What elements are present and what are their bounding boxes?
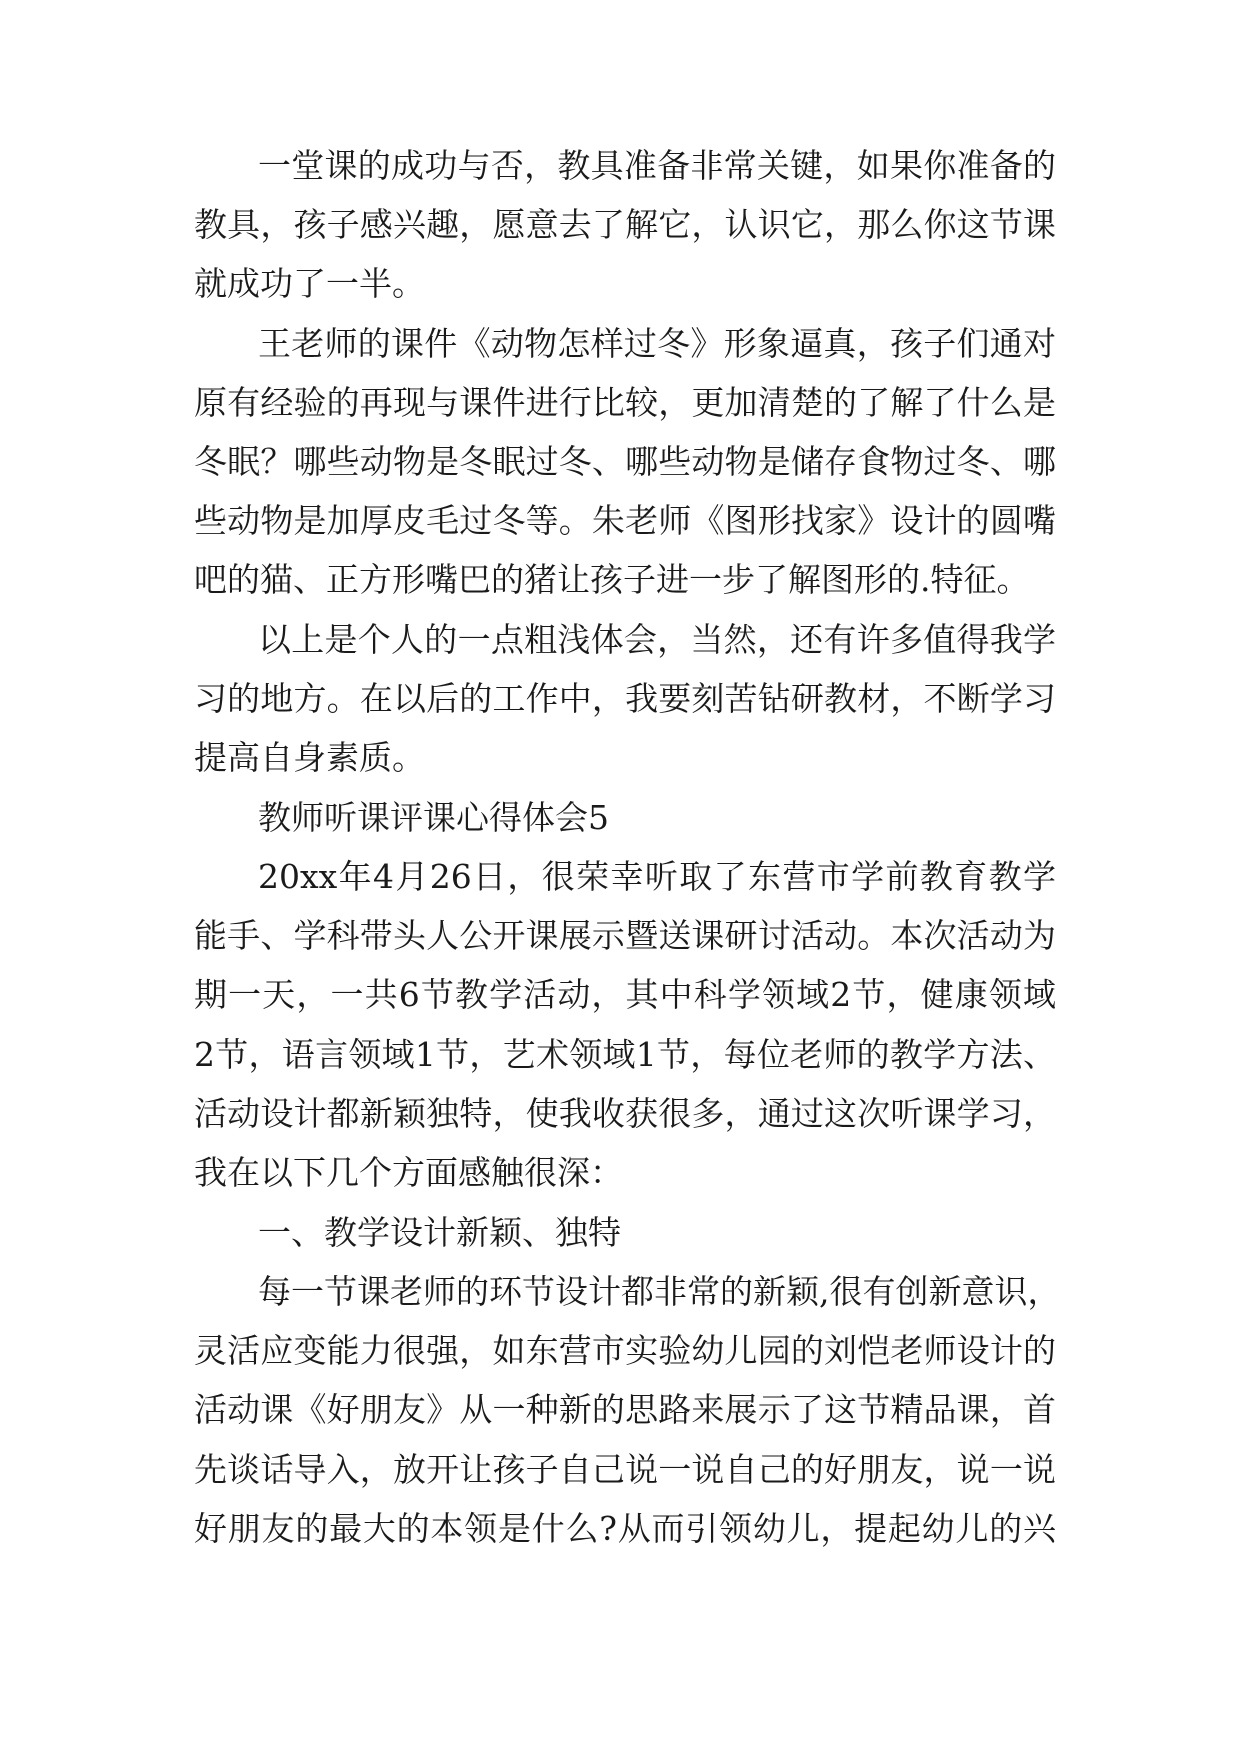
paragraph-1-line-1: 一堂课的成功与否，教具准备非常关键，如果你准备的 — [258, 146, 1056, 185]
paragraph-2-line-5: 吧的猫、正方形嘴巴的猪让孩子进一步了解图形的.特征。 — [194, 560, 1030, 599]
paragraph-5-line-4: 2节，语言领域1节，艺术领域1节，每位老师的教学方法、 — [194, 1035, 1056, 1074]
paragraph-2-line-2: 原有经验的再现与课件进行比较，更加清楚的了解了什么是 — [194, 383, 1056, 422]
paragraph-5-line-5: 活动设计都新颖独特，使我收获很多，通过这次听课学习， — [194, 1094, 1056, 1133]
paragraph-5-line-6: 我在以下几个方面感触很深： — [194, 1153, 623, 1192]
paragraph-7-line-1: 每一节课老师的环节设计都非常的新颖,很有创新意识， — [258, 1272, 1061, 1311]
paragraph-1-line-3: 就成功了一半。 — [194, 264, 425, 303]
paragraph-2-line-4: 些动物是加厚皮毛过冬等。朱老师《图形找家》设计的圆嘴 — [194, 501, 1056, 540]
paragraph-5-line-3: 期一天，一共6节教学活动，其中科学领域2节，健康领域 — [194, 975, 1056, 1014]
subsection-heading: 一、教学设计新颖、独特 — [258, 1213, 621, 1252]
paragraph-3-line-3: 提高自身素质。 — [194, 738, 425, 777]
paragraph-5-line-1: 20xx年4月26日，很荣幸听取了东营市学前教育教学 — [258, 857, 1056, 896]
paragraph-5-line-2: 能手、学科带头人公开课展示暨送课研讨活动。本次活动为 — [194, 916, 1056, 955]
paragraph-2-line-3: 冬眠？哪些动物是冬眠过冬、哪些动物是储存食物过冬、哪 — [194, 442, 1056, 481]
paragraph-2-line-1: 王老师的课件《动物怎样过冬》形象逼真，孩子们通对 — [258, 324, 1056, 363]
paragraph-7-line-2: 灵活应变能力很强，如东营市实验幼儿园的刘恺老师设计的 — [194, 1331, 1056, 1370]
section-heading: 教师听课评课心得体会5 — [258, 798, 609, 837]
paragraph-1-line-2: 教具，孩子感兴趣，愿意去了解它，认识它，那么你这节课 — [194, 205, 1056, 244]
paragraph-7-line-5: 好朋友的最大的本领是什么?从而引领幼儿，提起幼儿的兴 — [194, 1509, 1056, 1548]
paragraph-3-line-2: 习的地方。在以后的工作中，我要刻苦钻研教材，不断学习 — [194, 679, 1056, 718]
paragraph-7-line-3: 活动课《好朋友》从一种新的思路来展示了这节精品课，首 — [194, 1390, 1056, 1429]
paragraph-7-line-4: 先谈话导入，放开让孩子自己说一说自己的好朋友，说一说 — [194, 1450, 1056, 1489]
paragraph-3-line-1: 以上是个人的一点粗浅体会，当然，还有许多值得我学 — [258, 620, 1056, 659]
